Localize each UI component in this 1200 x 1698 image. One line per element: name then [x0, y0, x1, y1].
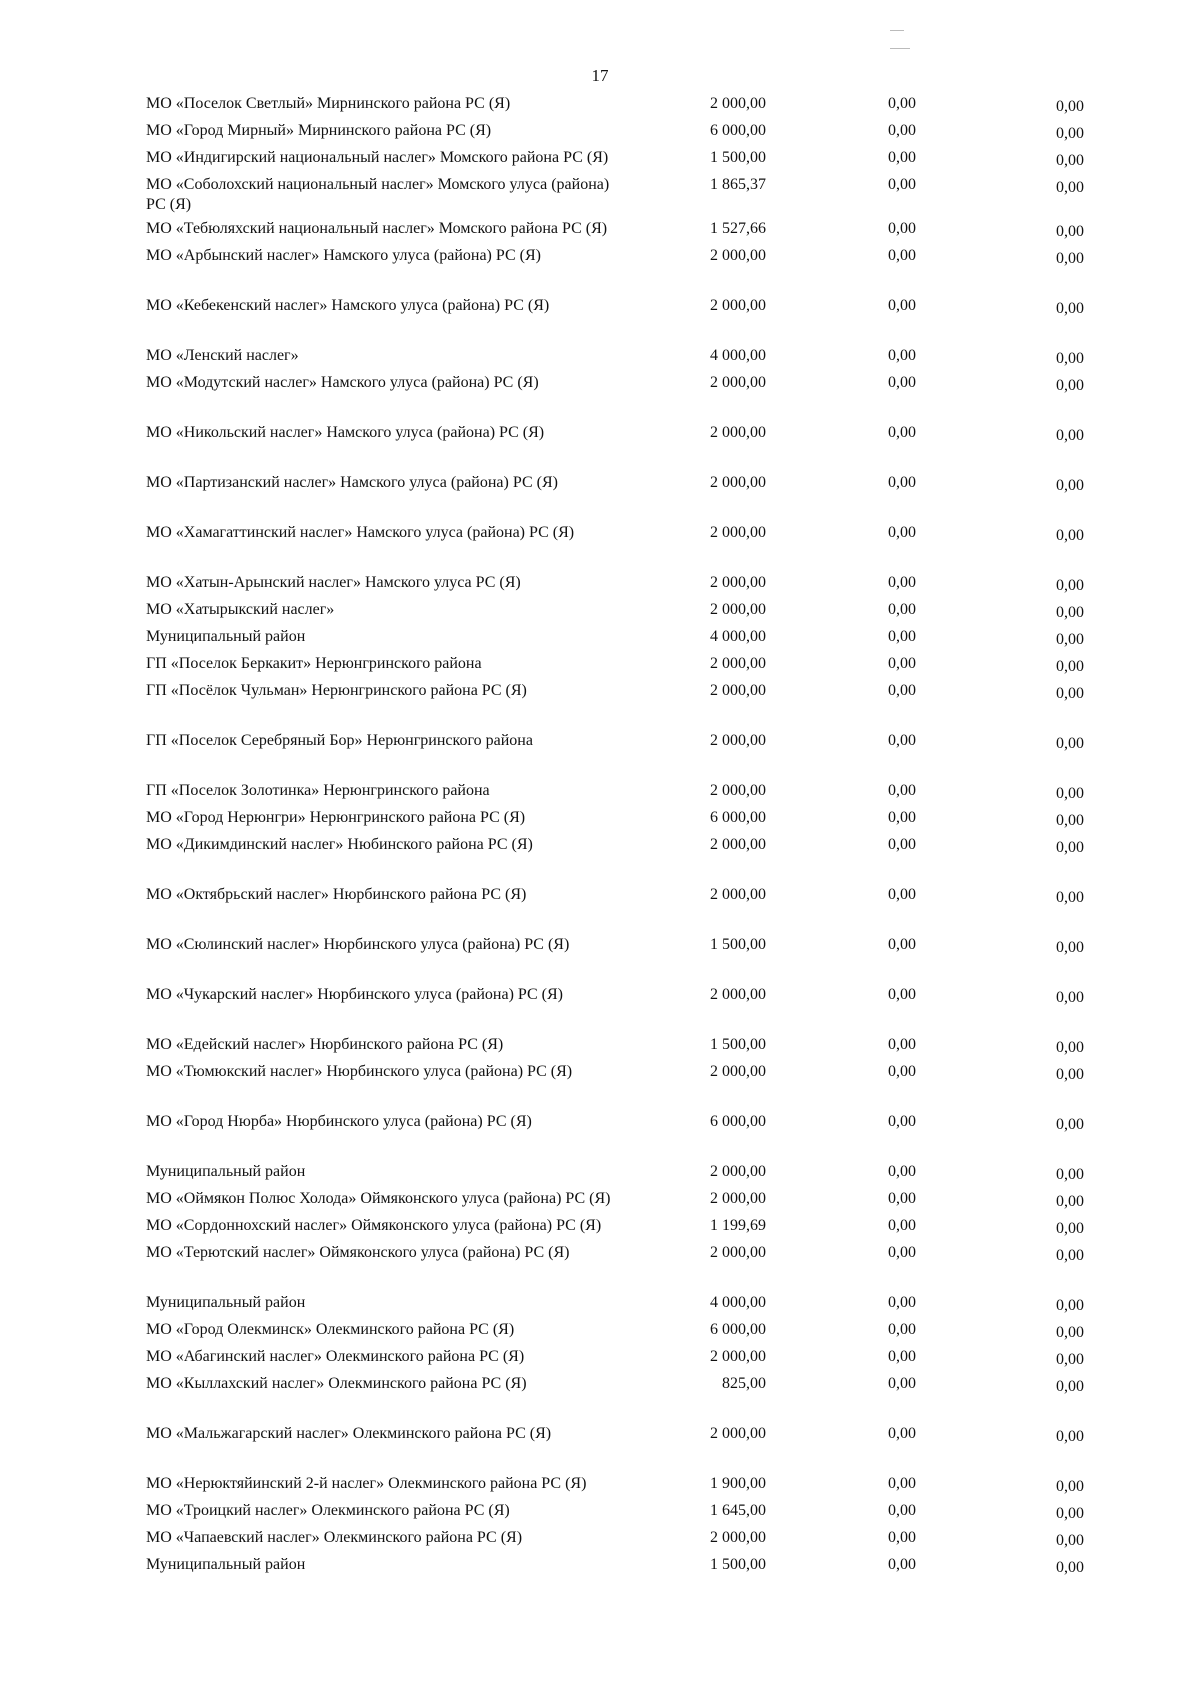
row-name: МО «Индигирский национальный наслег» Момского района РС (Я): [146, 149, 609, 166]
row-value-1: 2 000,00: [710, 986, 766, 1003]
row-value-2: 0,00: [888, 524, 916, 541]
table-row: [146, 1216, 1084, 1243]
row-name: МО «Ленский наслег»: [146, 347, 299, 364]
row-name: ГП «Посёлок Чульман» Нерюнгринского района РС (Я): [146, 682, 527, 699]
table-row: [146, 246, 1084, 296]
row-name: МО «Хамагаттинский наслег» Намского улуса (района) РС (Я): [146, 524, 575, 541]
row-value-1: 2 000,00: [710, 524, 766, 541]
row-value-2: 0,00: [888, 424, 916, 441]
row-value-2: 0,00: [888, 176, 916, 193]
row-name: МО «Модутский наслег» Намского улуса (района) РС (Я): [146, 374, 539, 391]
row-value-3: 0,00: [1056, 477, 1084, 494]
table-row: [146, 219, 1084, 246]
row-value-1: 6 000,00: [710, 809, 766, 826]
row-value-3: 0,00: [1056, 350, 1084, 367]
row-value-3: 0,00: [1056, 1039, 1084, 1056]
row-value-1: 2 000,00: [710, 1163, 766, 1180]
row-value-2: 0,00: [888, 1321, 916, 1338]
table-row: [146, 423, 1084, 473]
row-value-3: 0,00: [1056, 631, 1084, 648]
row-value-2: 0,00: [888, 1348, 916, 1365]
row-value-1: 2 000,00: [710, 424, 766, 441]
row-value-1: 6 000,00: [710, 122, 766, 139]
row-value-1: 2 000,00: [710, 1244, 766, 1261]
row-name: МО «Октябрьский наслег» Нюрбинского района РС (Я): [146, 886, 527, 903]
row-value-1: 2 000,00: [710, 1190, 766, 1207]
row-value-3: 0,00: [1056, 685, 1084, 702]
row-name: МО «Никольский наслег» Намского улуса (района) РС (Я): [146, 424, 545, 441]
row-value-2: 0,00: [888, 1294, 916, 1311]
row-name: МО «Соболохский национальный наслег» Момского улуса (района) РС (Я): [146, 176, 610, 213]
table-row: [146, 1501, 1084, 1528]
table-row: [146, 1062, 1084, 1112]
row-value-2: 0,00: [888, 732, 916, 749]
allocation-table: [146, 94, 1084, 1582]
table-row: [146, 473, 1084, 523]
row-value-1: 2 000,00: [710, 297, 766, 314]
table-row: [146, 1528, 1084, 1555]
row-name: ГП «Поселок Серебряный Бор» Нерюнгринского района: [146, 732, 533, 749]
row-name: МО «Тюмюкский наслег» Нюрбинского улуса (района) РС (Я): [146, 1063, 573, 1080]
row-name: МО «Партизанский наслег» Намского улуса (района) РС (Я): [146, 474, 558, 491]
row-name: МО «Город Мирный» Мирнинского района РС (Я): [146, 122, 492, 139]
row-value-1: 2 000,00: [710, 1348, 766, 1365]
row-value-2: 0,00: [888, 122, 916, 139]
row-value-2: 0,00: [888, 1063, 916, 1080]
row-value-2: 0,00: [888, 149, 916, 166]
table-row: [146, 1474, 1084, 1501]
row-value-3: 0,00: [1056, 889, 1084, 906]
row-value-1: 1 500,00: [710, 1036, 766, 1053]
row-name: МО «Сордоннохский наслег» Оймяконского улуса (района) РС (Я): [146, 1217, 602, 1234]
row-value-3: 0,00: [1056, 989, 1084, 1006]
row-name: МО «Оймякон Полюс Холода» Оймяконского улуса (района) РС (Я): [146, 1190, 611, 1207]
row-value-3: 0,00: [1056, 152, 1084, 169]
table-row: [146, 808, 1084, 835]
row-value-2: 0,00: [888, 474, 916, 491]
row-name: МО «Дикимдинский наслег» Нюбинского района РС (Я): [146, 836, 533, 853]
row-value-3: 0,00: [1056, 577, 1084, 594]
row-value-2: 0,00: [888, 220, 916, 237]
row-name: МО «Чапаевский наслег» Олекминского района РС (Я): [146, 1529, 523, 1546]
row-value-2: 0,00: [888, 1217, 916, 1234]
row-value-2: 0,00: [888, 1036, 916, 1053]
row-value-3: 0,00: [1056, 125, 1084, 142]
row-value-3: 0,00: [1056, 604, 1084, 621]
row-value-3: 0,00: [1056, 98, 1084, 115]
row-name: ГП «Поселок Беркакит» Нерюнгринского района: [146, 655, 482, 672]
row-value-1: 2 000,00: [710, 1063, 766, 1080]
table-row: [146, 600, 1084, 627]
table-row: [146, 1112, 1084, 1162]
row-value-2: 0,00: [888, 809, 916, 826]
row-value-3: 0,00: [1056, 1378, 1084, 1395]
row-value-3: 0,00: [1056, 1324, 1084, 1341]
row-name: МО «Чукарский наслег» Нюрбинского улуса (района) РС (Я): [146, 986, 563, 1003]
row-name: МО «Хатырыкский наслег»: [146, 601, 335, 618]
row-value-1: 2 000,00: [710, 886, 766, 903]
table-row: [146, 1243, 1084, 1293]
row-value-3: 0,00: [1056, 939, 1084, 956]
row-value-1: 6 000,00: [710, 1321, 766, 1338]
row-name: Муниципальный район: [146, 1294, 306, 1311]
table-row: [146, 654, 1084, 681]
row-value-1: 2 000,00: [710, 95, 766, 112]
table-row: [146, 1555, 1084, 1582]
row-value-1: 2 000,00: [710, 655, 766, 672]
row-name: МО «Едейский наслег» Нюрбинского района РС (Я): [146, 1036, 504, 1053]
scan-marks: [890, 18, 990, 22]
table-row: [146, 935, 1084, 985]
row-value-3: 0,00: [1056, 427, 1084, 444]
row-value-2: 0,00: [888, 1502, 916, 1519]
row-value-1: 1 900,00: [710, 1475, 766, 1492]
row-value-1: 2 000,00: [710, 474, 766, 491]
row-value-3: 0,00: [1056, 735, 1084, 752]
row-value-2: 0,00: [888, 1556, 916, 1573]
table-row: [146, 835, 1084, 885]
row-value-3: 0,00: [1056, 377, 1084, 394]
row-name: МО «Город Нерюнгри» Нерюнгринского района РС (Я): [146, 809, 526, 826]
row-value-3: 0,00: [1056, 527, 1084, 544]
row-value-2: 0,00: [888, 574, 916, 591]
row-name: МО «Хатын-Арынский наслег» Намского улуса РС (Я): [146, 574, 521, 591]
row-value-1: 2 000,00: [710, 1425, 766, 1442]
table-row: [146, 296, 1084, 346]
row-value-1: 2 000,00: [710, 732, 766, 749]
row-value-2: 0,00: [888, 782, 916, 799]
row-value-3: 0,00: [1056, 1193, 1084, 1210]
row-value-3: 0,00: [1056, 1505, 1084, 1522]
row-name: МО «Нерюктяйинский 2-й наслег» Олекминского района РС (Я): [146, 1475, 587, 1492]
row-value-3: 0,00: [1056, 1478, 1084, 1495]
row-value-1: 2 000,00: [710, 374, 766, 391]
row-value-1: 1 500,00: [710, 1556, 766, 1573]
row-name: Муниципальный район: [146, 1556, 306, 1573]
row-value-1: 1 500,00: [710, 149, 766, 166]
table-row: [146, 175, 1084, 219]
row-value-2: 0,00: [888, 297, 916, 314]
row-value-2: 0,00: [888, 628, 916, 645]
table-row: [146, 985, 1084, 1035]
table-row: [146, 523, 1084, 573]
row-value-2: 0,00: [888, 1190, 916, 1207]
row-value-3: 0,00: [1056, 250, 1084, 267]
table-row: [146, 1293, 1084, 1320]
row-value-1: 2 000,00: [710, 574, 766, 591]
table-row: [146, 1035, 1084, 1062]
row-value-2: 0,00: [888, 655, 916, 672]
row-name: Муниципальный район: [146, 628, 306, 645]
table-row: [146, 627, 1084, 654]
row-name: МО «Мальжагарский наслег» Олекминского района РС (Я): [146, 1425, 552, 1442]
row-value-3: 0,00: [1056, 839, 1084, 856]
row-value-3: 0,00: [1056, 658, 1084, 675]
row-value-1: 2 000,00: [710, 836, 766, 853]
row-value-1: 1 199,69: [710, 1217, 766, 1234]
row-name: Муниципальный район: [146, 1163, 306, 1180]
table-row: [146, 781, 1084, 808]
row-value-2: 0,00: [888, 1375, 916, 1392]
table-row: [146, 1374, 1084, 1424]
row-value-1: 1 500,00: [710, 936, 766, 953]
row-value-1: 4 000,00: [710, 347, 766, 364]
row-value-2: 0,00: [888, 1163, 916, 1180]
row-name: МО «Тебюляхский национальный наслег» Момского района РС (Я): [146, 220, 608, 237]
row-value-3: 0,00: [1056, 223, 1084, 240]
page-number: 17: [591, 66, 609, 85]
row-value-2: 0,00: [888, 374, 916, 391]
row-value-3: 0,00: [1056, 179, 1084, 196]
row-value-3: 0,00: [1056, 1116, 1084, 1133]
row-value-3: 0,00: [1056, 1351, 1084, 1368]
table-body: [146, 94, 1084, 1582]
row-name: МО «Кыллахский наслег» Олекминского района РС (Я): [146, 1375, 527, 1392]
row-value-3: 0,00: [1056, 300, 1084, 317]
row-value-3: 0,00: [1056, 785, 1084, 802]
table-row: [146, 94, 1084, 121]
row-name: МО «Абагинский наслег» Олекминского района РС (Я): [146, 1348, 525, 1365]
row-value-1: 2 000,00: [710, 1529, 766, 1546]
table-row: [146, 1424, 1084, 1474]
row-value-1: 2 000,00: [710, 682, 766, 699]
table-row: [146, 885, 1084, 935]
row-value-3: 0,00: [1056, 1247, 1084, 1264]
row-value-1: 2 000,00: [710, 247, 766, 264]
row-value-2: 0,00: [888, 1244, 916, 1261]
row-value-2: 0,00: [888, 886, 916, 903]
row-value-3: 0,00: [1056, 1532, 1084, 1549]
row-value-2: 0,00: [888, 1425, 916, 1442]
row-value-1: 825,00: [722, 1375, 766, 1392]
row-value-2: 0,00: [888, 601, 916, 618]
row-value-1: 6 000,00: [710, 1113, 766, 1130]
table-row: [146, 1347, 1084, 1374]
table-row: [146, 573, 1084, 600]
row-value-2: 0,00: [888, 1529, 916, 1546]
row-name: ГП «Поселок Золотинка» Нерюнгринского района: [146, 782, 490, 799]
row-value-3: 0,00: [1056, 1297, 1084, 1314]
row-name: МО «Город Нюрба» Нюрбинского улуса (района) РС (Я): [146, 1113, 532, 1130]
table-row: [146, 148, 1084, 175]
table-row: [146, 1189, 1084, 1216]
table-row: [146, 1162, 1084, 1189]
table-row: [146, 373, 1084, 423]
row-value-1: 2 000,00: [710, 782, 766, 799]
row-name: МО «Город Олекминск» Олекминского района РС (Я): [146, 1321, 515, 1338]
table-row: [146, 121, 1084, 148]
table-row: [146, 1320, 1084, 1347]
table-row: [146, 731, 1084, 781]
table-row: [146, 346, 1084, 373]
row-name: МО «Кебекенский наслег» Намского улуса (района) РС (Я): [146, 297, 550, 314]
row-value-2: 0,00: [888, 1475, 916, 1492]
row-value-3: 0,00: [1056, 1220, 1084, 1237]
row-name: МО «Троицкий наслег» Олекминского района РС (Я): [146, 1502, 510, 1519]
row-value-2: 0,00: [888, 1113, 916, 1130]
row-value-1: 1 645,00: [710, 1502, 766, 1519]
row-value-1: 4 000,00: [710, 628, 766, 645]
row-name: МО «Арбынский наслег» Намского улуса (района) РС (Я): [146, 247, 541, 264]
row-value-1: 1 527,66: [710, 220, 766, 237]
row-value-2: 0,00: [888, 682, 916, 699]
row-name: МО «Терютский наслег» Оймяконского улуса (района) РС (Я): [146, 1244, 570, 1261]
row-value-2: 0,00: [888, 247, 916, 264]
row-name: МО «Сюлинский наслег» Нюрбинского улуса (района) РС (Я): [146, 936, 570, 953]
table-row: [146, 681, 1084, 731]
row-value-1: 1 865,37: [710, 176, 766, 193]
row-value-2: 0,00: [888, 836, 916, 853]
row-value-3: 0,00: [1056, 1428, 1084, 1445]
row-value-1: 4 000,00: [710, 1294, 766, 1311]
row-value-2: 0,00: [888, 936, 916, 953]
row-value-3: 0,00: [1056, 1559, 1084, 1576]
row-value-3: 0,00: [1056, 1066, 1084, 1083]
row-value-3: 0,00: [1056, 1166, 1084, 1183]
row-value-3: 0,00: [1056, 812, 1084, 829]
row-value-2: 0,00: [888, 347, 916, 364]
row-value-1: 2 000,00: [710, 601, 766, 618]
row-value-2: 0,00: [888, 95, 916, 112]
row-name: МО «Поселок Светлый» Мирнинского района РС (Я): [146, 95, 511, 112]
row-value-2: 0,00: [888, 986, 916, 1003]
